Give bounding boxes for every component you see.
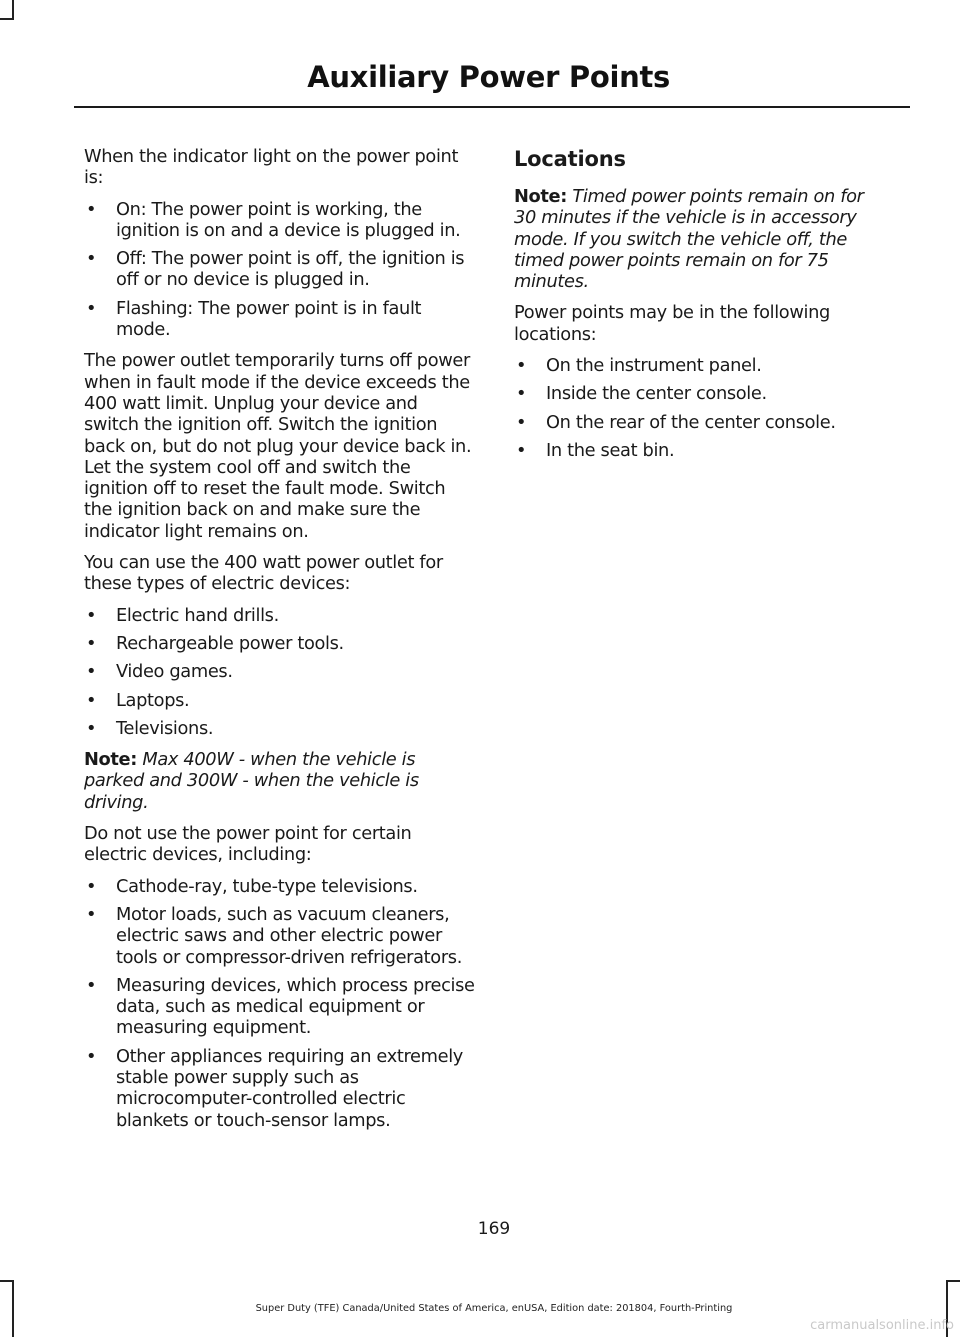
watermark: carmanualsonline.info — [810, 1318, 954, 1333]
list-item — [84, 1046, 476, 1131]
bullet: • — [86, 875, 97, 897]
page-title: Auxiliary Power Points — [307, 60, 670, 94]
list-item — [84, 690, 476, 711]
bullet: • — [86, 717, 97, 739]
crop-mark-top-left — [0, 18, 14, 20]
list-item — [84, 605, 476, 626]
list-item-text: Flashing: The power point is in fault mode. — [116, 297, 422, 341]
bullet: • — [86, 689, 97, 711]
list-item-text: On the instrument panel. — [546, 355, 762, 377]
page-number: 169 — [477, 1219, 511, 1239]
list-item-text: In the seat bin. — [546, 439, 675, 461]
list-item — [84, 718, 476, 739]
list-item-text: Inside the center console. — [546, 383, 767, 405]
list-item — [84, 904, 476, 968]
bullet: • — [516, 355, 527, 377]
note-label: Note: — [84, 749, 138, 771]
list-item-text: Other appliances requiring an extremely stable power supply such as microcomputer-controlled electric blankets or touch-sensor lamps. — [116, 1045, 463, 1131]
header-rule — [74, 106, 910, 108]
list-item-text: Rechargeable power tools. — [116, 632, 344, 654]
list-item — [84, 876, 476, 897]
list-item-text: Video games. — [116, 661, 233, 683]
list-item — [84, 248, 476, 291]
list-item — [84, 298, 476, 341]
locations-list — [514, 355, 884, 461]
bullet: • — [516, 383, 527, 405]
list-item-text: Motor loads, such as vacuum cleaners, electric saws and other electric power tools or compressor-driven refrigerators. — [116, 903, 462, 968]
timed-power-note — [514, 186, 884, 292]
list-item — [514, 355, 884, 376]
bullet: • — [86, 661, 97, 683]
list-item-text: Electric hand drills. — [116, 604, 279, 626]
list-item-text: Televisions. — [116, 717, 214, 739]
bullet: • — [516, 411, 527, 433]
note-text: Max 400W - when the vehicle is parked and 300W - when the vehicle is driving. — [84, 749, 419, 813]
list-item — [84, 661, 476, 682]
list-item — [84, 975, 476, 1039]
bullet: • — [86, 974, 97, 996]
indicator-intro: When the indicator light on the power point is: — [84, 146, 459, 189]
crop-mark-bottom-left — [0, 1280, 14, 1282]
list-item-text: On the rear of the center console. — [546, 411, 836, 433]
right-column — [514, 146, 884, 471]
left-column — [84, 146, 476, 1141]
restriction-intro: Do not use the power point for certain electric devices, including: — [84, 823, 412, 866]
usable-device-list — [84, 605, 476, 739]
bullet: • — [86, 297, 97, 319]
bullet: • — [86, 903, 97, 925]
note-text: Timed power points remain on for 30 minutes if the vehicle is in accessory mode. If you switch the vehicle off, the timed power points remain on for 75 minutes. — [514, 186, 864, 293]
list-item-text: Cathode-ray, tube-type televisions. — [116, 875, 418, 897]
bullet: • — [86, 198, 97, 220]
footer-edition-info: Super Duty (TFE) Canada/United States of America, enUSA, Edition date: 201804, Fourth-Printing — [255, 1303, 733, 1314]
list-item-text: On: The power point is working, the ignition is on and a device is plugged in. — [116, 198, 461, 241]
list-item — [84, 633, 476, 654]
bullet: • — [86, 248, 97, 270]
note-label: Note: — [514, 186, 568, 207]
list-item-text: Off: The power point is off, the ignition is off or no device is plugged in. — [116, 248, 465, 291]
bullet: • — [86, 604, 97, 626]
crop-mark-bottom-right — [946, 1280, 960, 1282]
list-item — [514, 383, 884, 404]
list-item — [514, 412, 884, 433]
bullet: • — [516, 439, 527, 461]
fault-mode-paragraph: The power outlet temporarily turns off power when in fault mode if the device exceeds the 400 watt limit. Unplug your device and switch the ignition off. Switch the ignition back on, but do not plug your device back in. Let the system cool off and switch the ignition off to reset the fault mode. Switch the ignition back on and make sure the indicator light remains on. — [84, 350, 472, 542]
list-item — [84, 199, 476, 242]
bullet: • — [86, 1045, 97, 1067]
restricted-device-list — [84, 876, 476, 1131]
crop-mark-top-left — [12, 0, 14, 20]
bullet: • — [86, 632, 97, 654]
wattage-note — [84, 749, 476, 813]
locations-heading: Locations — [514, 147, 626, 171]
indicator-state-list — [84, 199, 476, 341]
usage-intro: You can use the 400 watt power outlet for these types of electric devices: — [84, 552, 443, 595]
list-item-text: Laptops. — [116, 689, 190, 711]
locations-intro: Power points may be in the following locations: — [514, 302, 830, 345]
list-item-text: Measuring devices, which process precise data, such as medical equipment or measuring equipment. — [116, 974, 475, 1039]
list-item — [514, 440, 884, 461]
